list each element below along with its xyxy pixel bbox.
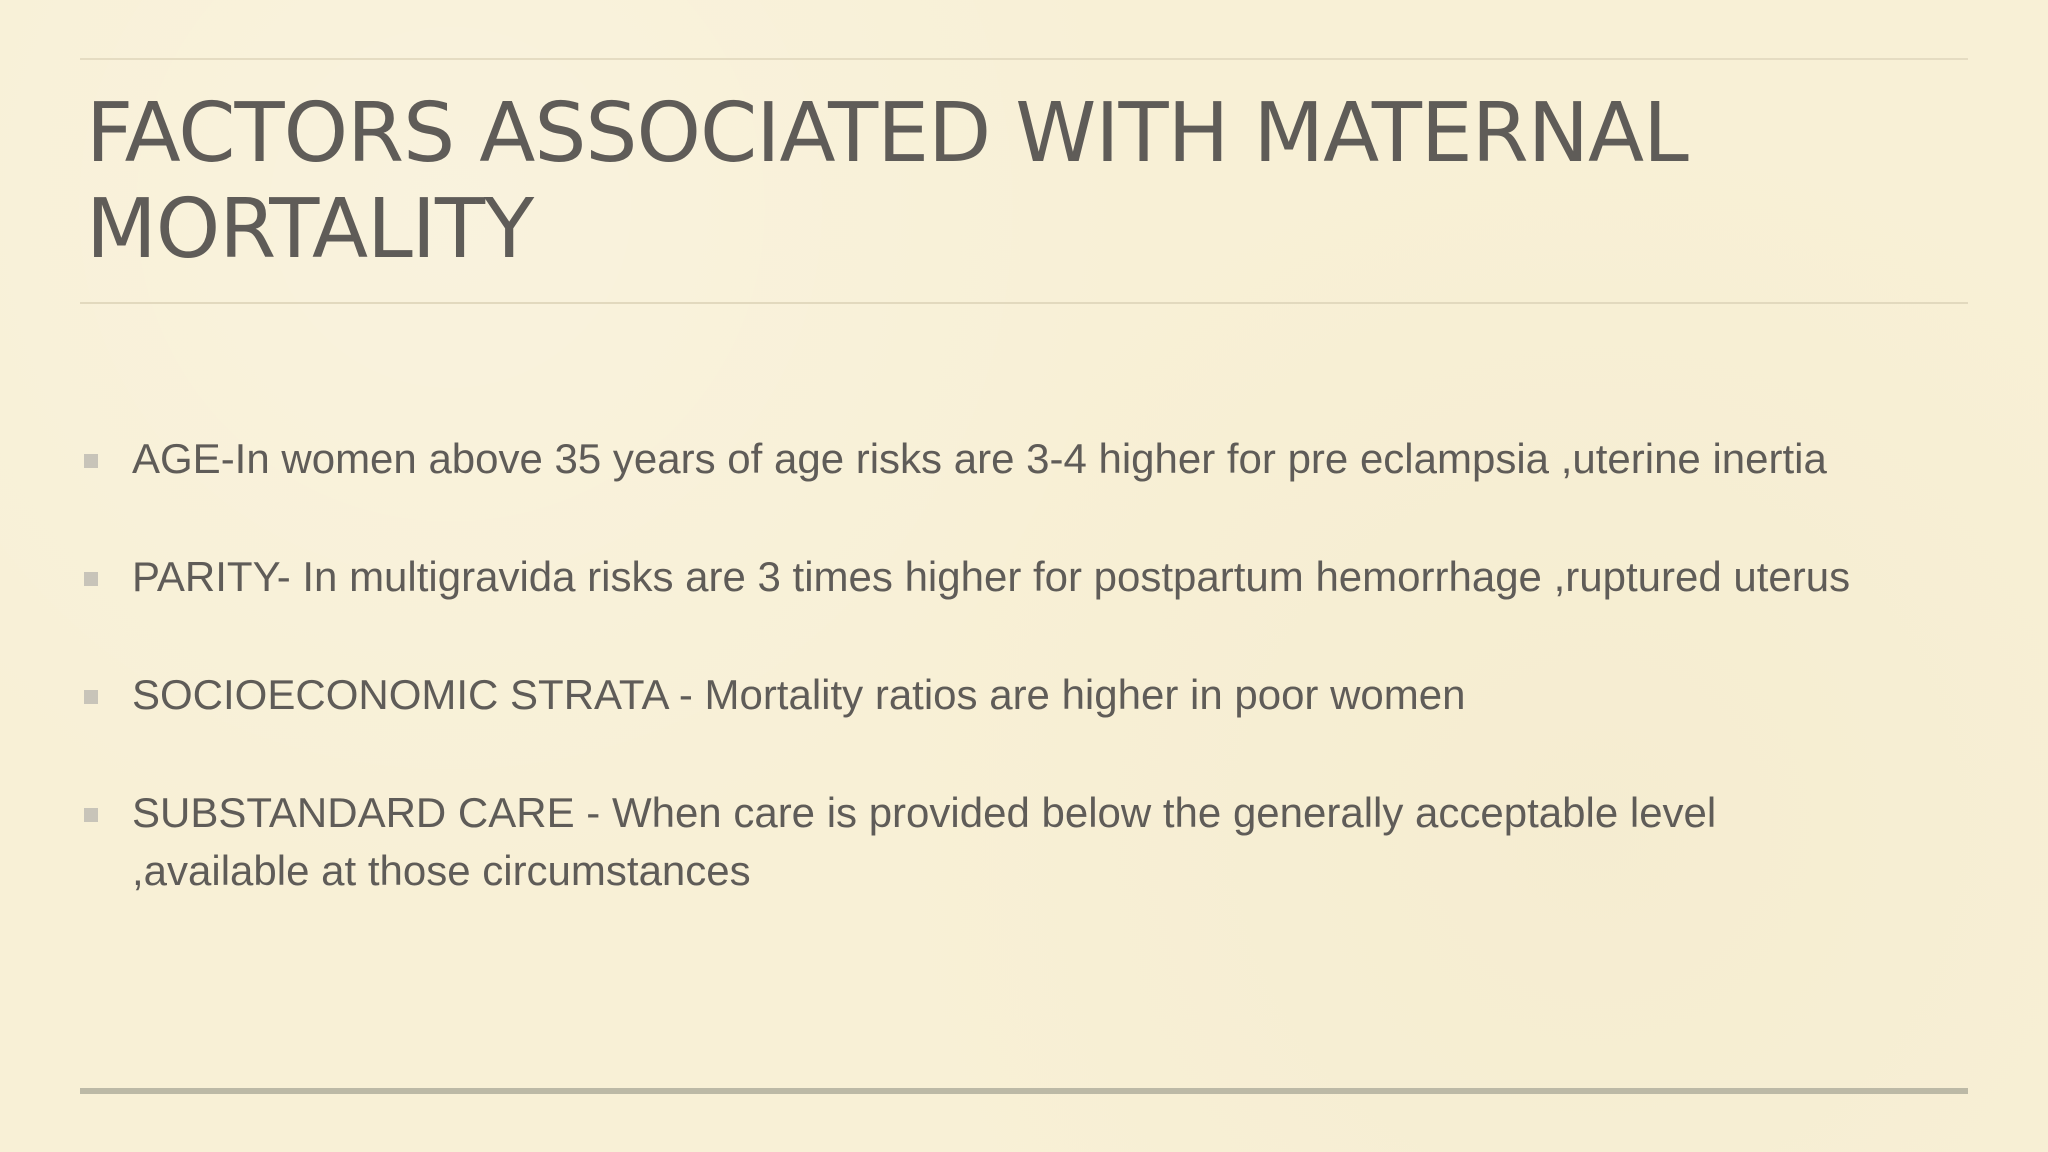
list-item-socioeconomic-strata (84, 666, 1964, 724)
square-bullet-icon (84, 572, 98, 586)
bottom-divider (80, 1088, 1968, 1094)
square-bullet-icon (84, 454, 98, 468)
list-item-text: SOCIOECONOMIC STRATA - Mortality ratios are higher in poor women (132, 671, 1466, 718)
bullet-list (84, 430, 1964, 960)
square-bullet-icon (84, 808, 98, 822)
top-divider (80, 58, 1968, 60)
list-item-age (84, 430, 1964, 488)
list-item-parity (84, 548, 1964, 606)
list-item-text: SUBSTANDARD CARE - When care is provided below the generally acceptable level ,available at those circumstances (132, 789, 1717, 894)
list-item-substandard-care (84, 784, 1964, 900)
list-item-text: PARITY- In multigravida risks are 3 times higher for postpartum hemorrhage ,ruptured uterus (132, 553, 1851, 600)
title-divider (80, 302, 1968, 304)
slide-title: FACTORS ASSOCIATED WITH MATERNAL MORTALITY (86, 86, 1688, 277)
square-bullet-icon (84, 690, 98, 704)
list-item-text: AGE-In women above 35 years of age risks are 3-4 higher for pre eclampsia ,uterine inertia (132, 435, 1827, 482)
